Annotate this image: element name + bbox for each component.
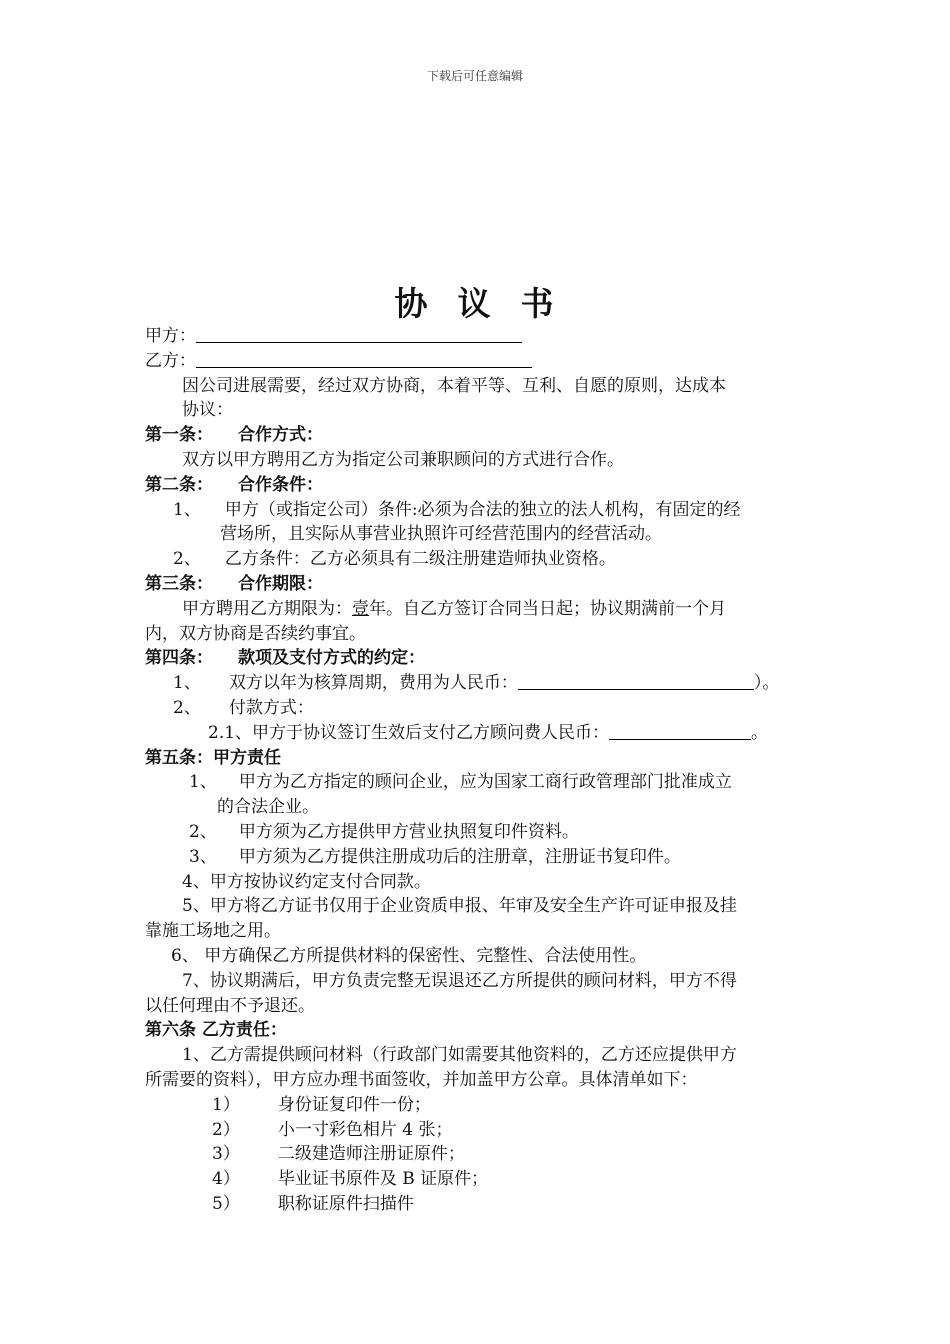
article-3-heading xyxy=(145,572,825,597)
article-3-line-2: 内，双方协商是否续约事宜。 xyxy=(145,623,366,644)
article-5-item-3 xyxy=(145,845,825,870)
item-num: 3、 xyxy=(189,846,217,867)
item-text: 二级建造师注册证原件； xyxy=(277,1144,465,1165)
article-5-item-7: 7、协议期满后，甲方负责完整无误退还乙方所提供的顾问材料，甲方不得 xyxy=(182,970,737,991)
item-num: 2、 xyxy=(173,697,201,718)
fee-blank xyxy=(518,671,754,690)
article-4-item-2 xyxy=(145,696,825,721)
item-num: 2） xyxy=(212,1119,240,1140)
article-2-item-2 xyxy=(145,547,825,572)
item-num: 2、 xyxy=(189,821,217,842)
article-title: 合作期限： xyxy=(238,573,323,594)
item-text: 甲方须为乙方提供甲方营业执照复印件资料。 xyxy=(238,821,579,842)
item-text: 。 xyxy=(751,722,769,743)
party-a-line xyxy=(145,324,825,349)
article-5-item-1 xyxy=(145,770,825,795)
article-num: 第二条： xyxy=(145,474,213,495)
article-5-heading: 第五条：甲方责任 xyxy=(145,747,281,768)
item-num: 3） xyxy=(212,1144,240,1165)
party-b-blank xyxy=(196,349,532,368)
term-value: 壹 xyxy=(352,598,369,619)
document-title xyxy=(0,278,950,325)
item-text: 乙方条件：乙方必须具有二级注册建造师执业资格。 xyxy=(224,549,616,570)
article-1-body: 双方以甲方聘用乙方为指定公司兼职顾问的方式进行合作。 xyxy=(182,449,624,470)
item-text: 身份证复印件一份； xyxy=(277,1094,431,1115)
article-3-line-1 xyxy=(145,597,825,622)
article-1-heading xyxy=(145,423,825,448)
fee-blank xyxy=(609,721,751,740)
title-char: 书 xyxy=(520,284,556,323)
item-text: 付款方式： xyxy=(228,697,314,718)
article-num: 第四条： xyxy=(145,648,213,669)
article-5-item-4: 4、甲方按协议约定支付合同款。 xyxy=(182,871,431,892)
item-text: 职称证原件扫描件 xyxy=(277,1193,414,1214)
checklist-item xyxy=(145,1093,825,1118)
article-5-item-5: 5、甲方将乙方证书仅用于企业资质申报、年审及安全生产许可证申报及挂 xyxy=(182,896,737,917)
article-4-item-1 xyxy=(145,671,825,696)
article-2-item-1 xyxy=(145,498,825,523)
party-a-blank xyxy=(196,324,522,343)
article-num: 第三条： xyxy=(145,573,213,594)
article-6-heading: 第六条 乙方责任： xyxy=(145,1020,287,1041)
item-text: 双方以年为核算周期，费用为人民币： xyxy=(228,673,518,694)
article-title: 合作条件： xyxy=(238,474,323,495)
text: 年。自乙方签订合同当日起；协议期满前一个月 xyxy=(369,598,726,619)
item-num: 1、 xyxy=(189,772,217,793)
article-6-item-1-cont: 所需要的资料），甲方应办理书面签收，并加盖甲方公章。具体清单如下： xyxy=(145,1069,698,1090)
article-2-heading xyxy=(145,473,825,498)
title-char: 议 xyxy=(457,284,493,323)
article-5-item-2 xyxy=(145,820,825,845)
checklist-item xyxy=(145,1142,825,1167)
item-text: ）。 xyxy=(753,673,780,694)
item-num: 5） xyxy=(212,1193,240,1214)
article-num: 第一条： xyxy=(145,425,213,446)
party-b-label: 乙方： xyxy=(145,350,196,371)
article-4-item-2-1 xyxy=(145,721,825,746)
article-5-item-5-cont: 靠施工场地之用。 xyxy=(145,921,281,942)
article-4-heading xyxy=(145,646,825,671)
item-num: 1、 xyxy=(173,673,201,694)
item-num: 4） xyxy=(212,1169,240,1190)
checklist-item xyxy=(145,1192,825,1217)
party-a-label: 甲方： xyxy=(145,326,196,346)
item-num: 1） xyxy=(212,1094,240,1115)
item-text: 毕业证书原件及 B 证原件； xyxy=(277,1169,489,1190)
article-5-item-7-cont: 以任何理由不予退还。 xyxy=(145,995,315,1016)
title-char: 协 xyxy=(394,284,430,323)
article-title: 合作方式： xyxy=(238,425,323,446)
article-5-item-6: 6、 甲方确保乙方所提供材料的保密性、完整性、合法使用性。 xyxy=(171,945,647,966)
item-num: 1、 xyxy=(173,499,201,520)
article-6-item-1: 1、乙方需提供顾问材料（行政部门如需要其他资料的，乙方还应提供甲方 xyxy=(182,1045,737,1066)
document-body xyxy=(145,324,825,1217)
article-5-item-1-cont: 的合法企业。 xyxy=(217,797,319,818)
text: 甲方聘用乙方期限为： xyxy=(182,598,352,619)
article-2-item-1-cont: 营场所，且实际从事营业执照许可经营范围内的经营活动。 xyxy=(220,524,662,545)
party-b-line xyxy=(145,349,825,374)
item-text: 2.1、甲方于协议签订生效后支付乙方顾问费人民币： xyxy=(208,722,610,743)
item-text: 小一寸彩色相片 4 张； xyxy=(277,1119,453,1140)
item-text: 甲方须为乙方提供注册成功后的注册章，注册证书复印件。 xyxy=(238,846,681,867)
preamble-line-2: 协议： xyxy=(182,400,233,421)
checklist-item xyxy=(145,1167,825,1192)
item-text: 甲方（或指定公司）条件:必须为合法的独立的法人机构，有固定的经 xyxy=(224,499,741,520)
item-text: 甲方为乙方指定的顾问企业，应为国家工商行政管理部门批准成立 xyxy=(238,772,732,793)
checklist-item xyxy=(145,1118,825,1143)
article-title: 款项及支付方式的约定： xyxy=(238,648,425,669)
item-num: 2、 xyxy=(173,549,201,570)
preamble-line-1: 因公司进展需要，经过双方协商，本着平等、互利、自愿的原则，达成本 xyxy=(182,375,726,396)
page-header: 下载后可任意编辑 xyxy=(426,69,523,83)
